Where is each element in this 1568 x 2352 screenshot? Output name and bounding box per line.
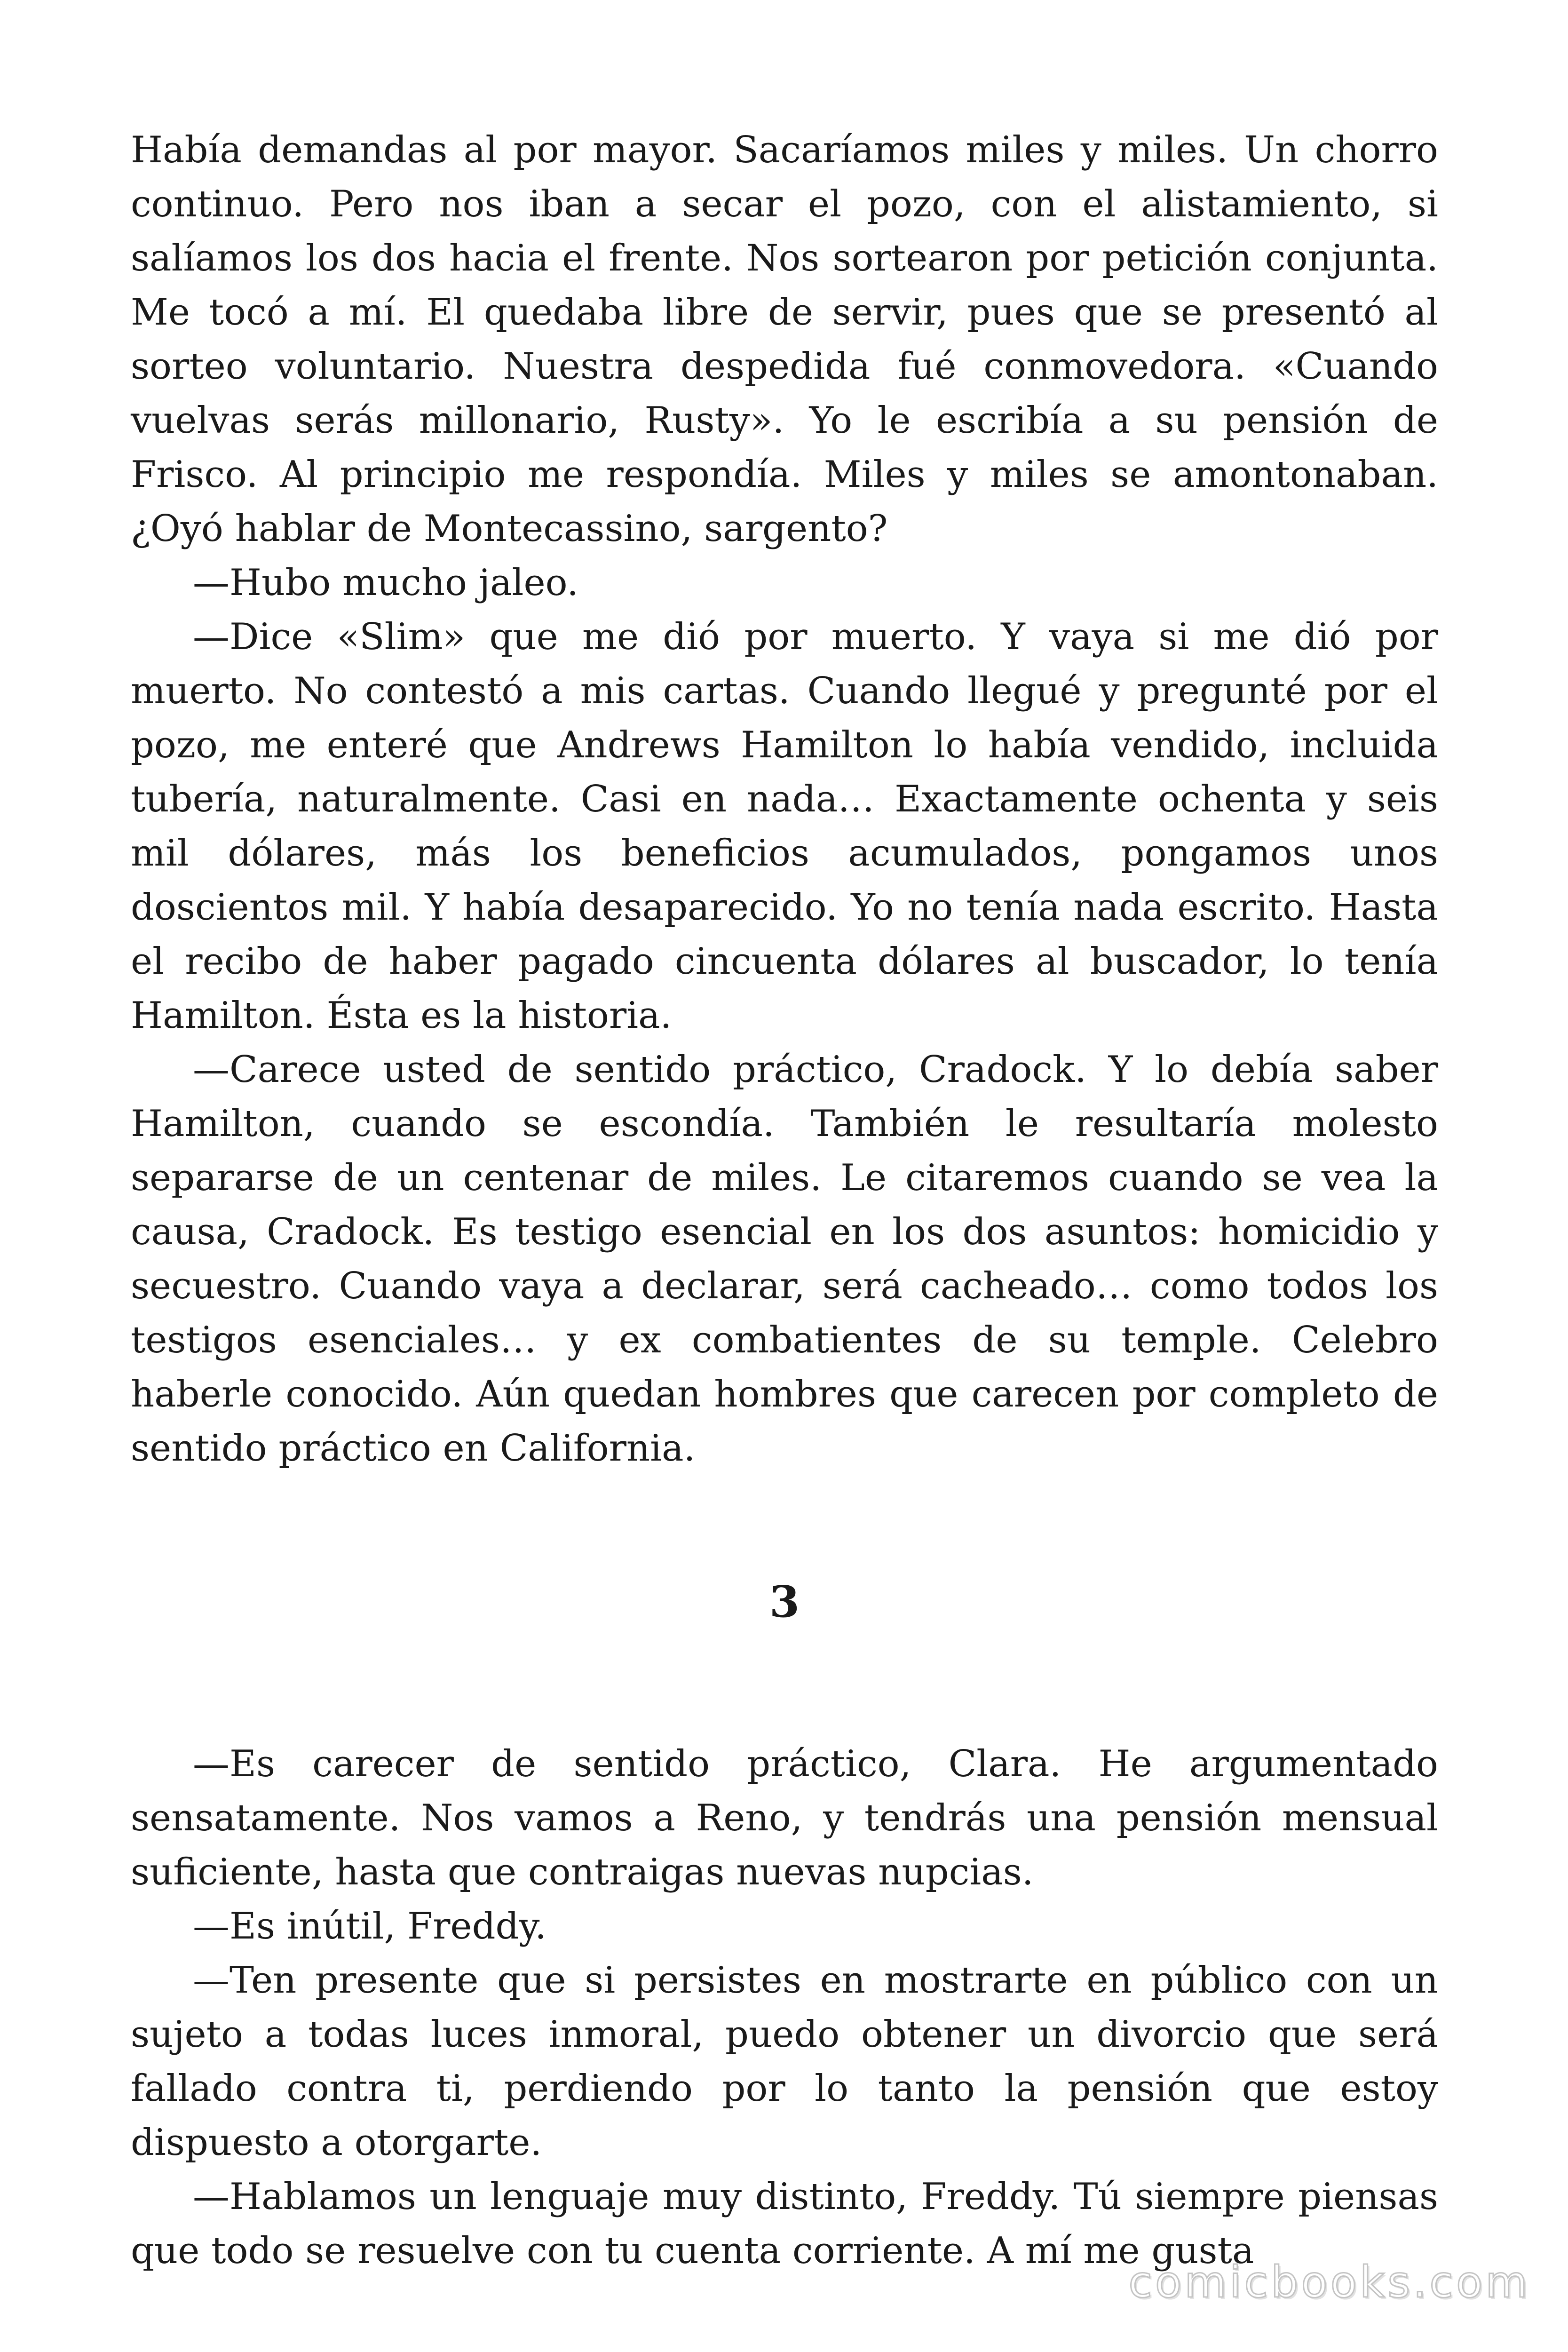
paragraph-dialogue: —Es inútil, Freddy. bbox=[193, 1905, 546, 1947]
paragraph-dialogue: —Dice «Slim» que me dió por muerto. Y vaya si me dió por muerto. No contestó a mis cartas. Cuando llegué y pregunté por el pozo, me enteré que Andrews Hamilton lo había vendido, incluida tubería, naturalmente. Casi en nada… Exactamente ochenta y seis mil dólares, más los beneficios acumulados, pongamos unos doscientos mil. Y había desaparecido. Yo no tenía nada escrito. Hasta el recibo de haber pagado cincuenta dólares al buscador, lo tenía Hamilton. Ésta es la historia. bbox=[131, 616, 1438, 1037]
paragraph-dialogue: —Hablamos un lenguaje muy distinto, Freddy. Tú siempre piensas que todo se resuelve con tu cuenta corriente. A mí me gusta bbox=[131, 2176, 1438, 2272]
paragraph-dialogue: —Es carecer de sentido práctico, Clara. He argumentado sensatamente. Nos vamos a Reno, y tendrás una pensión mensual suficiente, hasta que contraigas nuevas nupcias. bbox=[131, 1743, 1438, 1893]
paragraph-dialogue: —Carece usted de sentido práctico, Cradock. Y lo debía saber Hamilton, cuando se escondía. También le resultaría molesto separarse de un centenar de miles. Le citaremos cuando se vea la causa, Cradock. Es testigo esencial en los dos asuntos: homicidio y secuestro. Cuando vaya a declarar, será cacheado… como todos los testigos esenciales… y ex combatientes de su temple. Celebro haberle conocido. Aún quedan hombres que carecen por completo de sentido práctico en California. bbox=[131, 1049, 1438, 1470]
watermark: comicbooks.com bbox=[1128, 2257, 1530, 2307]
page-body bbox=[131, 123, 1438, 2278]
paragraph-dialogue: —Ten presente que si persistes en mostrarte en público con un sujeto a todas luces inmoral, puedo obtener un divorcio que será fallado contra ti, perdiendo por lo tanto la pensión que estoy dispuesto a otorgarte. bbox=[131, 1959, 1438, 2164]
paragraph-dialogue: —Hubo mucho jaleo. bbox=[193, 562, 578, 604]
paragraph: Había demandas al por mayor. Sacaríamos miles y miles. Un chorro continuo. Pero nos iban a secar el pozo, con el alistamiento, si salíamos los dos hacia el frente. Nos sortearon por petición conjunta. Me tocó a mí. El quedaba libre de servir, pues que se presentó al sorteo voluntario. Nuestra despedida fué conmovedora. «Cuando vuelvas serás millonario, Rusty». Yo le escribía a su pensión de Frisco. Al principio me respondía. Miles y miles se amontonaban. ¿Oyó hablar de Montecassino, sargento? bbox=[131, 129, 1438, 550]
chapter-number: 3 bbox=[769, 1576, 800, 1627]
